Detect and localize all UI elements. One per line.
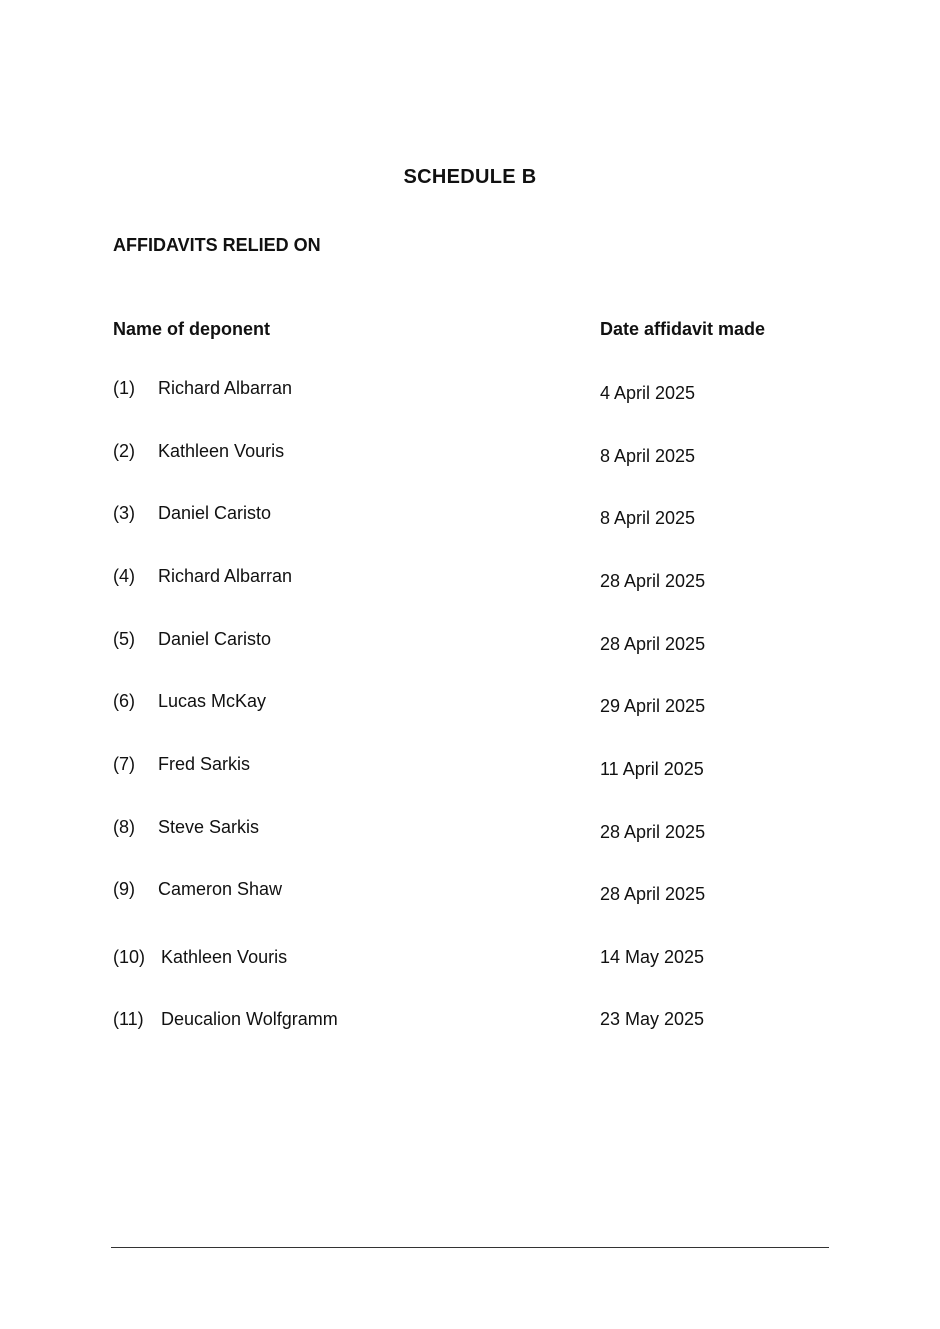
- row-number: (6): [113, 691, 135, 711]
- affidavit-date: 14 May 2025: [600, 947, 705, 967]
- table-row: [0, 503, 940, 533]
- table-row: [0, 629, 940, 659]
- row-number: (11): [113, 1009, 144, 1029]
- deponent-name: Daniel Caristo: [158, 629, 272, 649]
- row-number: (2): [113, 441, 135, 461]
- table-row: [0, 378, 940, 408]
- deponent-name: Steve Sarkis: [158, 817, 260, 837]
- table-row: [0, 691, 940, 721]
- table-row: [0, 817, 940, 847]
- table-row: [0, 566, 940, 596]
- table-row: [0, 947, 940, 977]
- table-row: [0, 441, 940, 471]
- affidavit-date: 8 April 2025: [600, 508, 696, 528]
- affidavit-date: 28 April 2025: [600, 634, 706, 654]
- deponent-name: Lucas McKay: [158, 691, 267, 711]
- row-number: (7): [113, 754, 135, 774]
- row-number: (10): [113, 947, 146, 967]
- row-number: (3): [113, 503, 135, 523]
- deponent-name: Richard Albarran: [158, 566, 293, 586]
- footer-divider: [111, 1247, 829, 1248]
- column-header-date: Date affidavit made: [600, 319, 766, 339]
- row-number: (9): [113, 879, 135, 899]
- row-number: (5): [113, 629, 135, 649]
- deponent-name: Cameron Shaw: [158, 879, 283, 899]
- affidavit-date: 28 April 2025: [600, 884, 706, 904]
- deponent-name: Fred Sarkis: [158, 754, 251, 774]
- affidavit-date: 11 April 2025: [600, 759, 704, 779]
- section-heading: AFFIDAVITS RELIED ON: [113, 235, 321, 255]
- column-header-name: Name of deponent: [113, 319, 271, 339]
- deponent-name: Kathleen Vouris: [158, 441, 285, 461]
- row-number: (8): [113, 817, 135, 837]
- affidavit-date: 8 April 2025: [600, 446, 696, 466]
- deponent-name: Kathleen Vouris: [161, 947, 288, 967]
- deponent-name: Richard Albarran: [158, 378, 293, 398]
- affidavit-date: 23 May 2025: [600, 1009, 705, 1029]
- document-title: SCHEDULE B: [403, 166, 537, 188]
- deponent-name: Daniel Caristo: [158, 503, 272, 523]
- table-row: [0, 879, 940, 909]
- deponent-name: Deucalion Wolfgramm: [161, 1009, 338, 1029]
- row-number: (4): [113, 566, 135, 586]
- affidavit-date: 28 April 2025: [600, 571, 706, 591]
- affidavit-date: 28 April 2025: [600, 822, 706, 842]
- table-row: [0, 754, 940, 784]
- affidavit-date: 29 April 2025: [600, 696, 706, 716]
- row-number: (1): [113, 378, 135, 398]
- affidavit-date: 4 April 2025: [600, 383, 696, 403]
- table-row: [0, 1009, 940, 1039]
